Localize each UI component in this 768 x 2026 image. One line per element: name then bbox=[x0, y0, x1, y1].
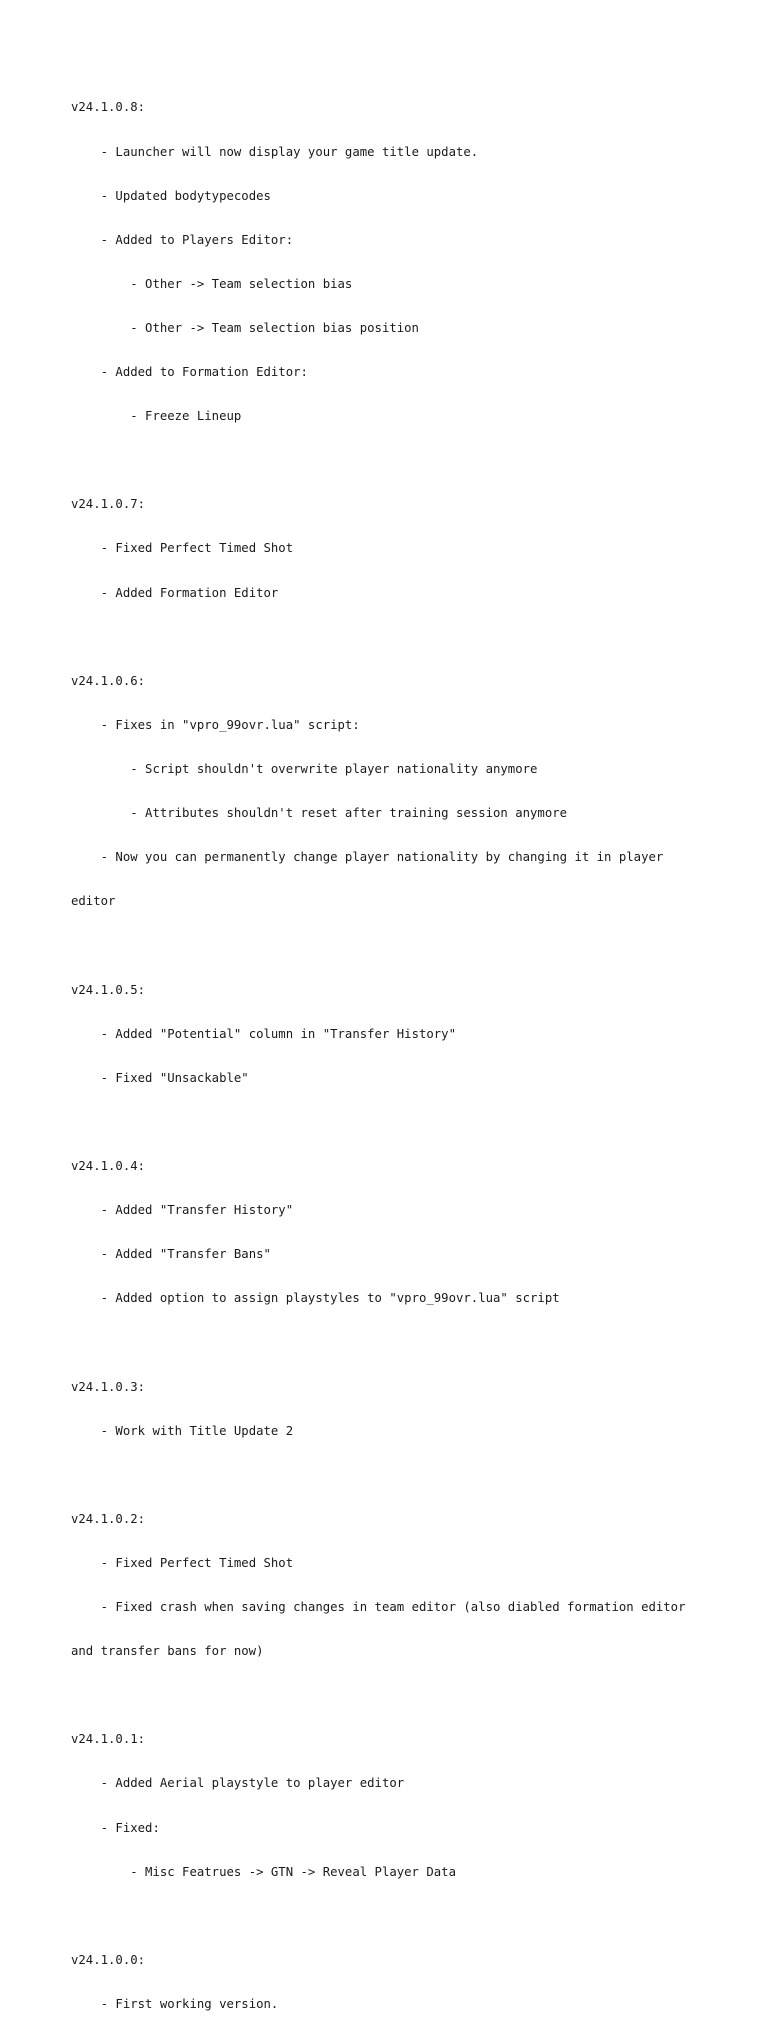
line-subitem: - Attributes shouldn't reset after training session anymore bbox=[71, 806, 568, 821]
line-item: - Work with Title Update 2 bbox=[71, 1423, 294, 1438]
line-version-header: v24.1.0.5: bbox=[71, 982, 146, 997]
line-version-header: v24.1.0.2: bbox=[71, 1511, 146, 1526]
changelog-document bbox=[71, 71, 711, 2026]
line-item: - Added option to assign playstyles to "vpro_99ovr.lua" script bbox=[71, 1291, 560, 1306]
blank-line bbox=[71, 938, 711, 953]
blank-line bbox=[71, 1909, 711, 1924]
line-item: - Fixed crash when saving changes in team editor (also diabled formation editor bbox=[71, 1600, 686, 1615]
blank-line bbox=[71, 1335, 711, 1350]
line-item: - Added to Players Editor: bbox=[71, 232, 294, 247]
line-subitem: - Misc Featrues -> GTN -> Reveal Player Data bbox=[71, 1864, 456, 1879]
line-wrap-continuation: and transfer bans for now) bbox=[71, 1644, 264, 1659]
line-subitem: - Other -> Team selection bias bbox=[71, 276, 353, 291]
line-version-header: v24.1.0.0: bbox=[71, 1952, 146, 1967]
line-subitem: - Other -> Team selection bias position bbox=[71, 320, 419, 335]
line-version-header: v24.1.0.4: bbox=[71, 1158, 146, 1173]
line-item: - Added Aerial playstyle to player editor bbox=[71, 1776, 405, 1791]
line-item: - Added "Potential" column in "Transfer History" bbox=[71, 1026, 456, 1041]
line-item: - Fixed Perfect Timed Shot bbox=[71, 1555, 294, 1570]
line-item: - Fixed: bbox=[71, 1820, 160, 1835]
line-subitem: - Freeze Lineup bbox=[71, 409, 242, 424]
line-version-header: v24.1.0.3: bbox=[71, 1379, 146, 1394]
line-item: - Fixes in "vpro_99ovr.lua" script: bbox=[71, 717, 360, 732]
line-version-header: v24.1.0.7: bbox=[71, 497, 146, 512]
blank-line bbox=[71, 1115, 711, 1130]
line-item: - Added "Transfer History" bbox=[71, 1203, 294, 1218]
line-version-header: v24.1.0.1: bbox=[71, 1732, 146, 1747]
blank-line bbox=[71, 1468, 711, 1483]
line-item: - Now you can permanently change player nationality by changing it in player bbox=[71, 850, 664, 865]
line-version-header: v24.1.0.8: bbox=[71, 100, 146, 115]
blank-line bbox=[71, 453, 711, 468]
line-wrap-continuation: editor bbox=[71, 894, 116, 909]
line-item: - Launcher will now display your game title update. bbox=[71, 144, 479, 159]
line-item: - Added to Formation Editor: bbox=[71, 365, 308, 380]
line-item: - Fixed Perfect Timed Shot bbox=[71, 541, 294, 556]
line-item: - Fixed "Unsackable" bbox=[71, 1070, 249, 1085]
line-item: - Updated bodytypecodes bbox=[71, 188, 271, 203]
line-item: - Added Formation Editor bbox=[71, 585, 279, 600]
blank-line bbox=[71, 630, 711, 645]
blank-line bbox=[71, 1688, 711, 1703]
line-item: - First working version. bbox=[71, 1996, 279, 2011]
line-item: - Added "Transfer Bans" bbox=[71, 1247, 271, 1262]
line-subitem: - Script shouldn't overwrite player nationality anymore bbox=[71, 762, 538, 777]
line-version-header: v24.1.0.6: bbox=[71, 673, 146, 688]
